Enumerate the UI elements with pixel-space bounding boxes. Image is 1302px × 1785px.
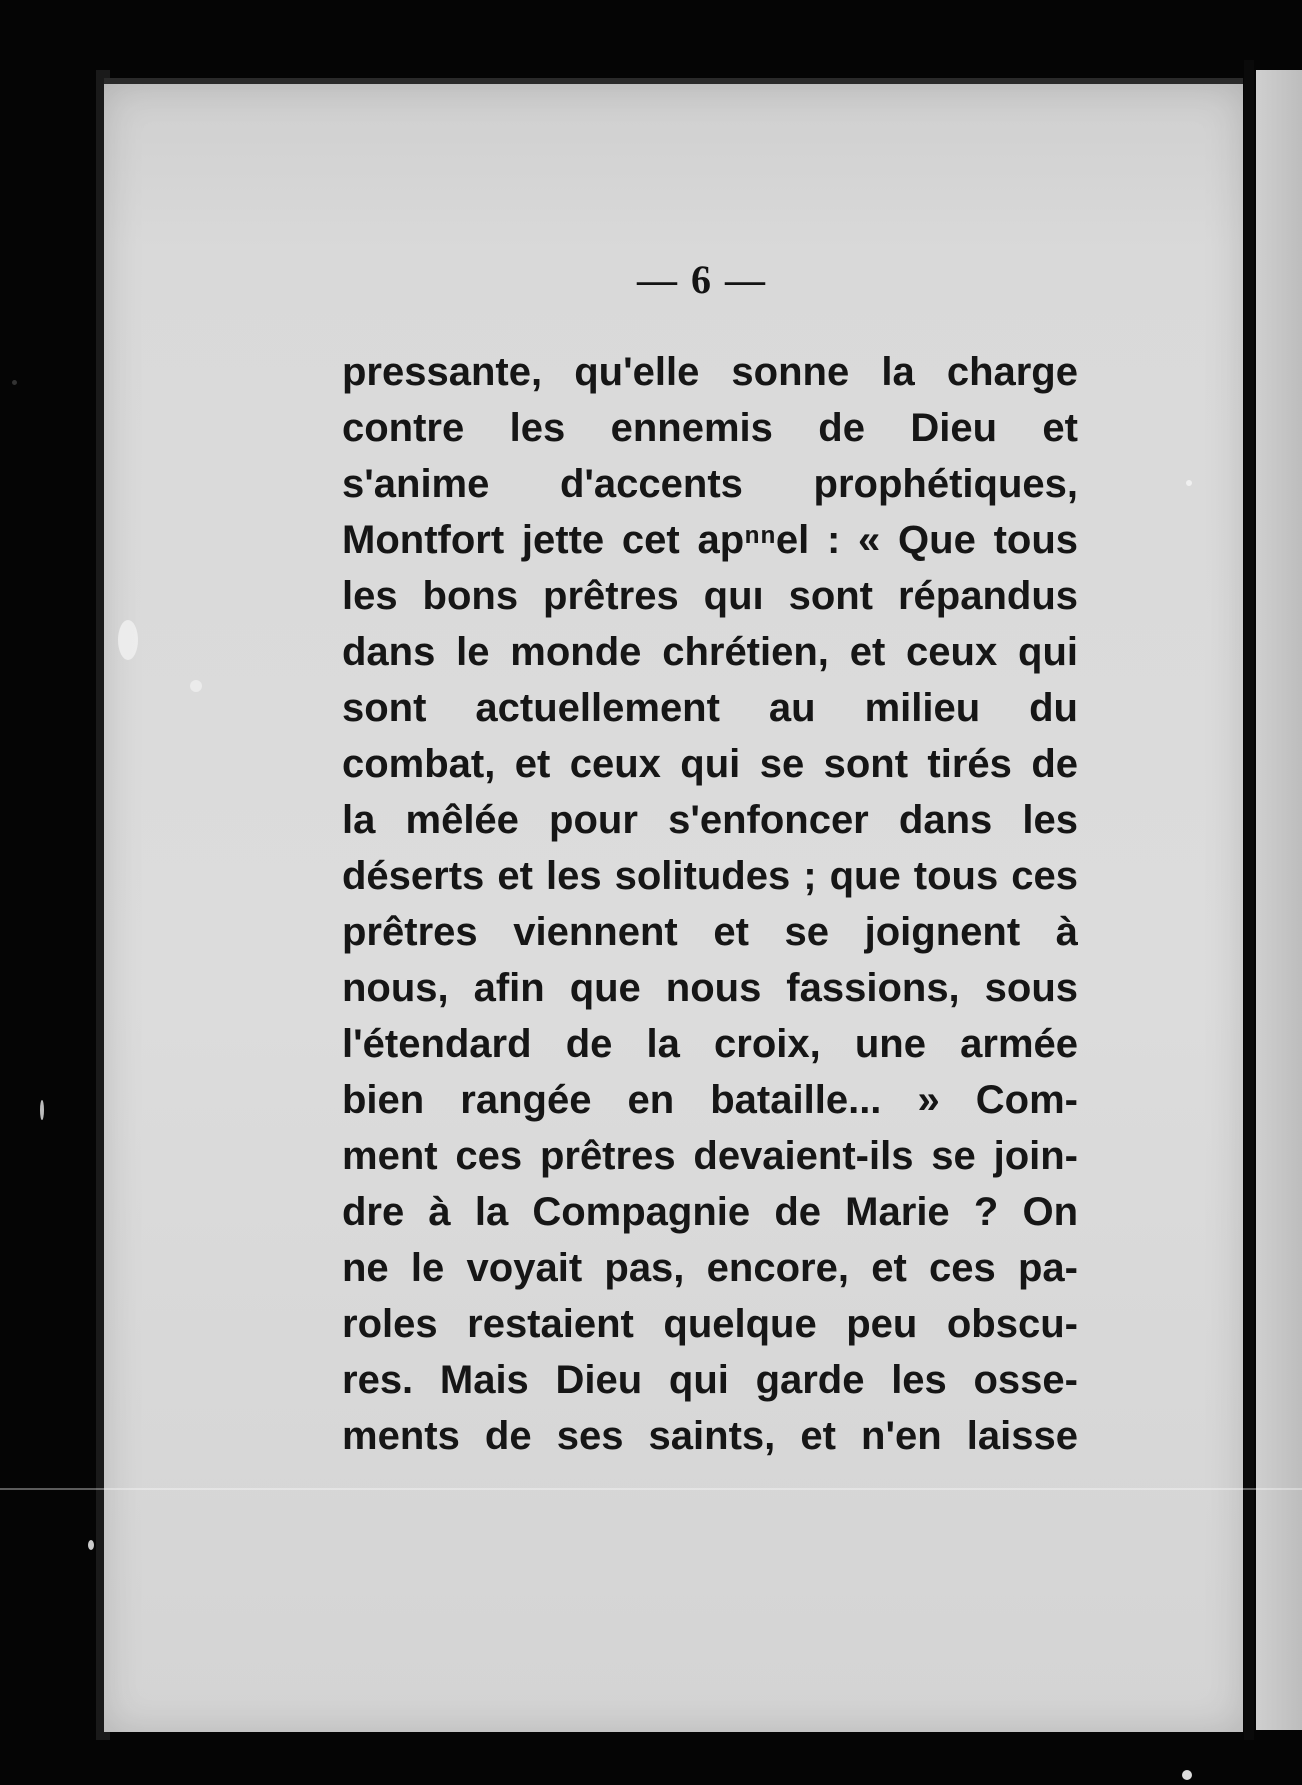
text-line: ment ces prêtres devaient-ils se join-: [342, 1134, 1078, 1178]
text-line: bien rangée en bataille... » Com-: [342, 1078, 1078, 1122]
text-line: pressante, qu'elle sonne la charge: [342, 350, 1078, 394]
scan-speck: [88, 1540, 94, 1550]
text-line: déserts et les solitudes ; que tous ces: [342, 854, 1078, 898]
text-line: prêtres viennent et se joignent à: [342, 910, 1078, 954]
text-line: sont actuellement au milieu du: [342, 686, 1078, 730]
body-text: [342, 344, 1078, 1464]
scan-speck: [12, 380, 17, 385]
text-line: dans le monde chrétien, et ceux qui: [342, 630, 1078, 674]
text-line: l'étendard de la croix, une armée: [342, 1022, 1078, 1066]
scan-speck: [1186, 480, 1192, 486]
text-line: ne le voyait pas, encore, et ces pa-: [342, 1246, 1078, 1290]
text-line: combat, et ceux qui se sont tirés de: [342, 742, 1078, 786]
scan-speck: [190, 680, 202, 692]
page-number: — 6 —: [637, 257, 767, 302]
text-line: s'anime d'accents prophétiques,: [342, 462, 1078, 506]
text-line: roles restaient quelque peu obscu-: [342, 1302, 1078, 1346]
text-line: contre les ennemis de Dieu et: [342, 406, 1078, 450]
text-line: nous, afin que nous fassions, sous: [342, 966, 1078, 1010]
text-line: ments de ses saints, et n'en laisse: [342, 1414, 1078, 1458]
scan-speck: [1182, 1770, 1192, 1780]
facing-page-edge: [1256, 70, 1302, 1730]
scan-speck: [118, 620, 138, 660]
text-line: res. Mais Dieu qui garde les osse-: [342, 1358, 1078, 1402]
text-line: les bons prêtres quı sont répandus: [342, 574, 1078, 618]
scan-artifact-line: [0, 1488, 1302, 1490]
text-line: Montfort jette cet apⁿⁿel : « Que tous: [342, 518, 1078, 562]
scan-speck: [40, 1100, 44, 1120]
text-line: la mêlée pour s'enfoncer dans les: [342, 798, 1078, 842]
text-line: dre à la Compagnie de Marie ? On: [342, 1190, 1078, 1234]
